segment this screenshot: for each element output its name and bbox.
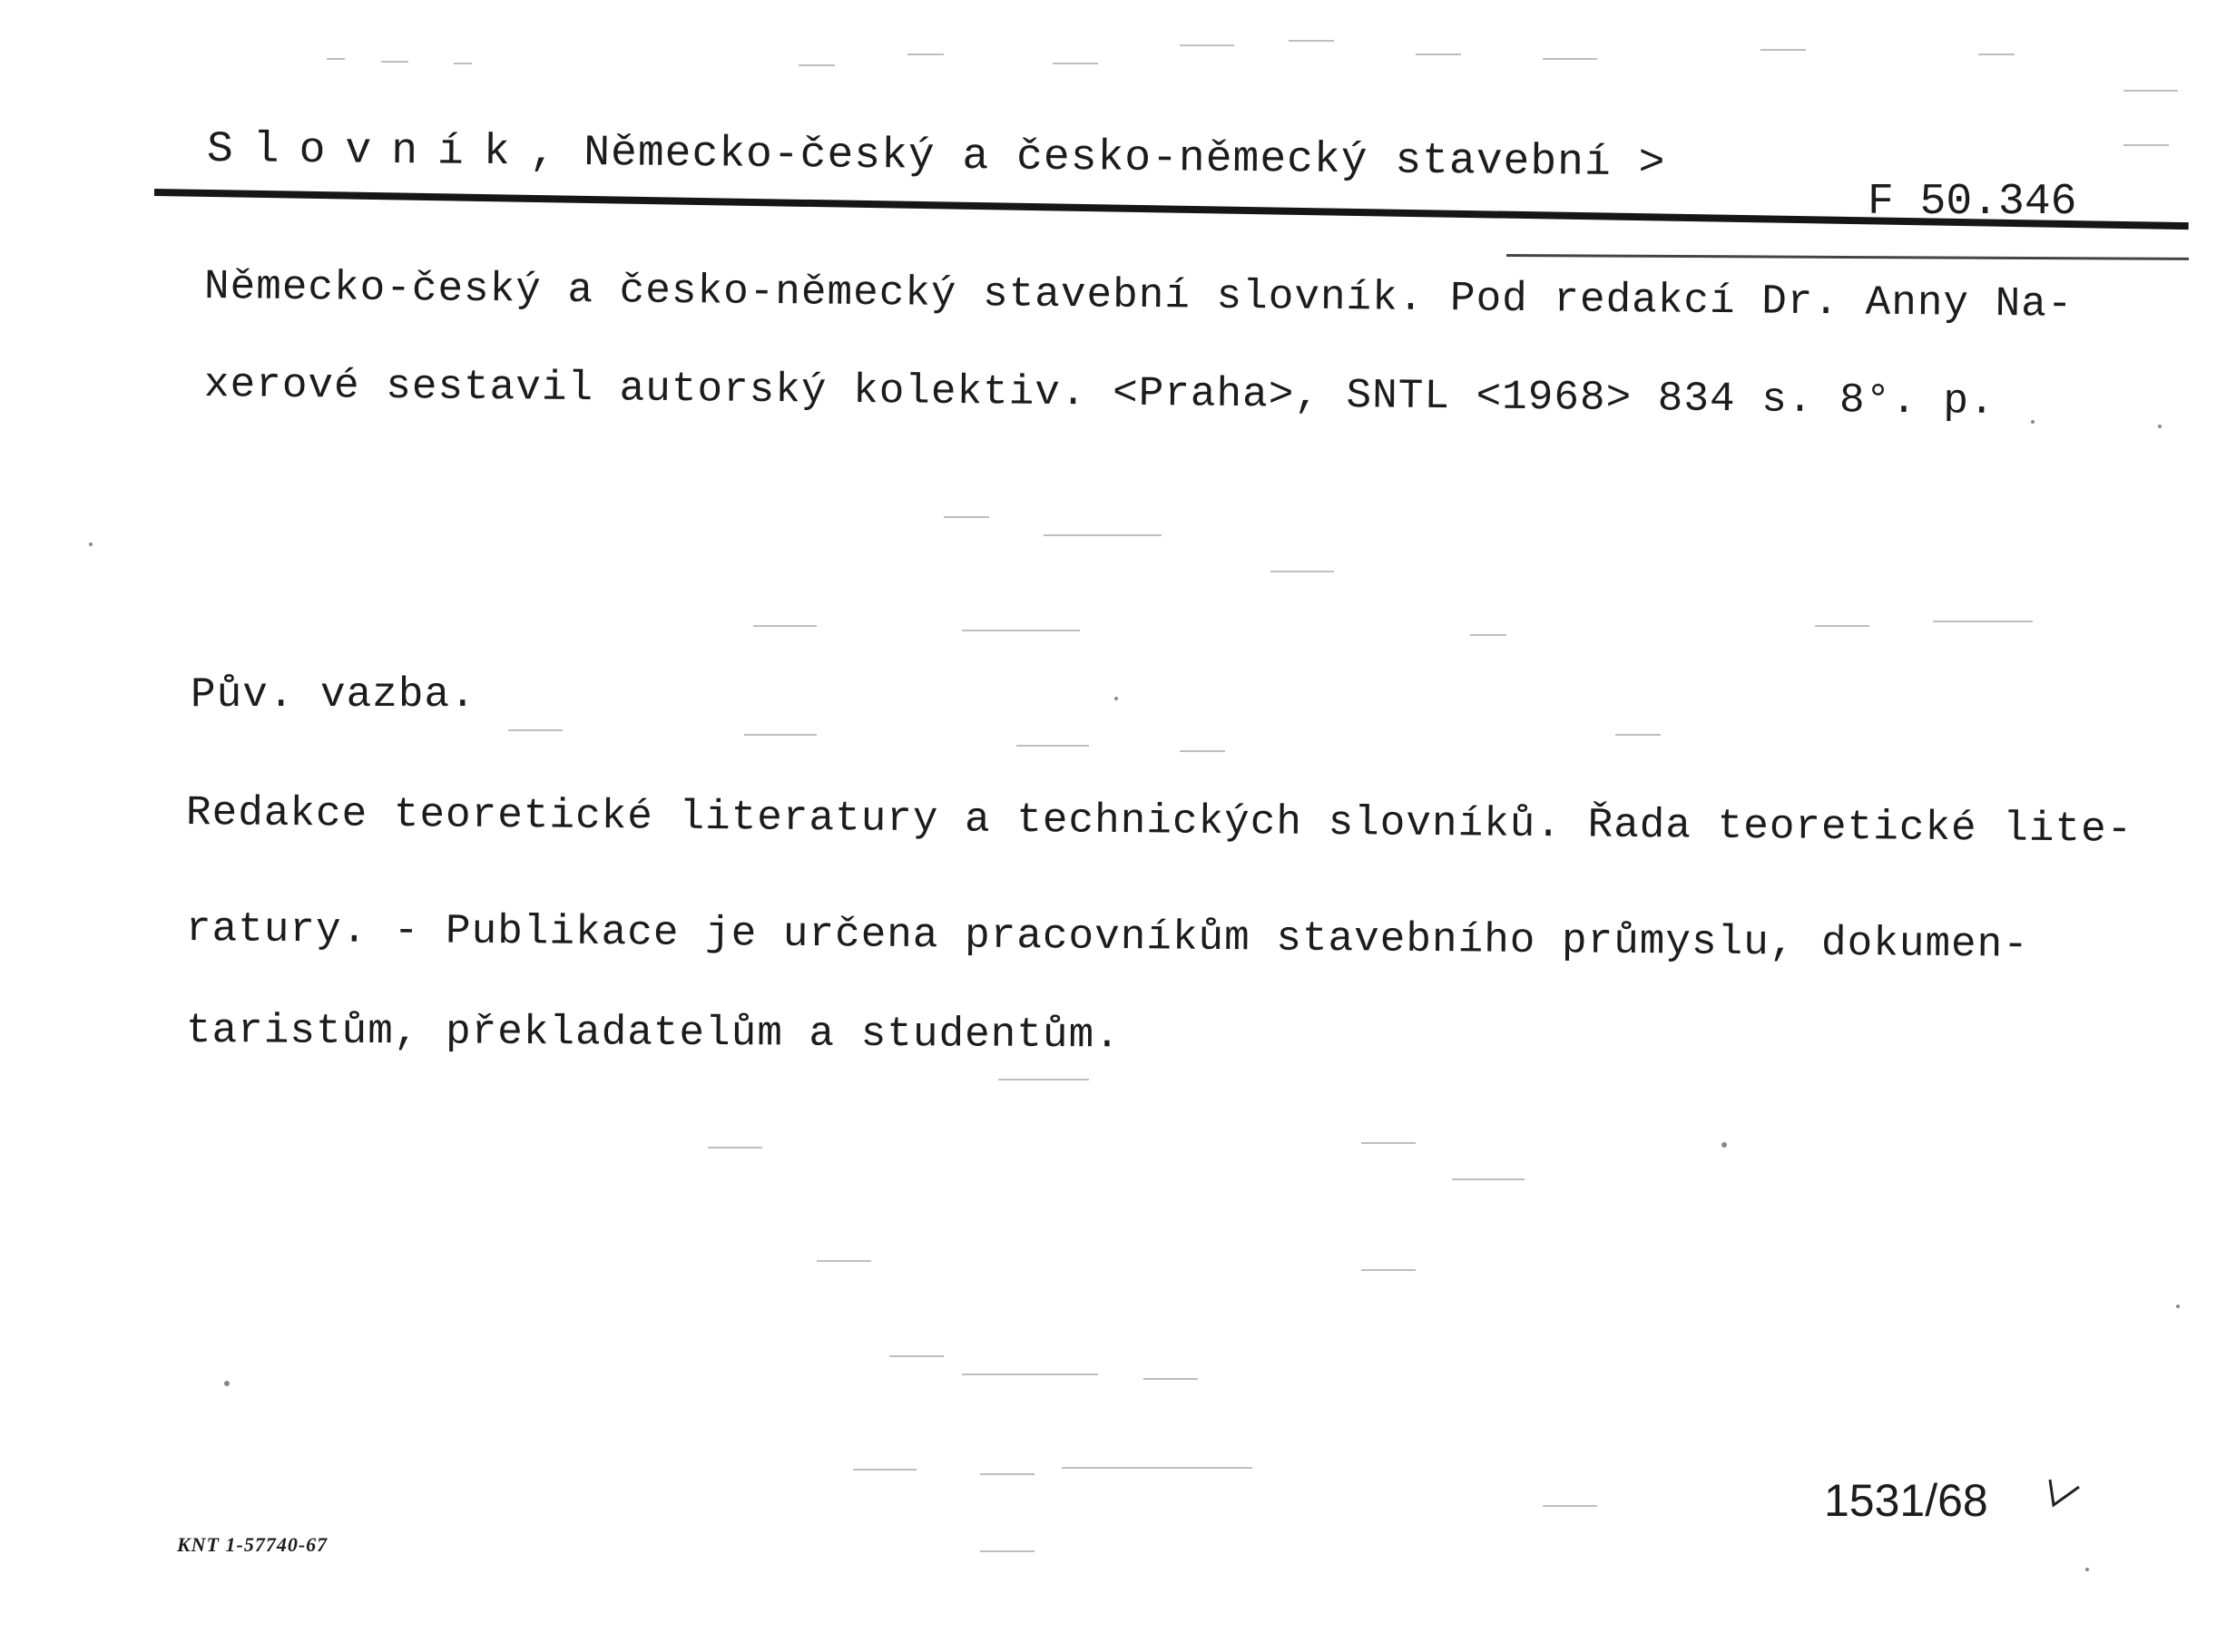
binding-note: Pův. vazba. — [191, 671, 476, 718]
heading-rest: , Německo-český a česko-německý stavební > — [529, 128, 1666, 189]
checkmark-icon — [2046, 1474, 2083, 1510]
description-line-2: xerové sestavil autorský kolektiv. <Praha>, SNTL <1968> 834 s. 8°. p. — [203, 361, 1996, 425]
heading-entry: Slovník — [206, 125, 530, 178]
annotation-line-2: ratury. - Publikace je určena pracovníkům stavebního průmyslu, dokumen- — [185, 905, 2030, 969]
card-heading — [207, 125, 1666, 188]
accession-number: 1531/68 — [1824, 1475, 1988, 1526]
annotation-line-3: taristům, překladatelům a studentům. — [185, 1007, 1121, 1060]
annotation-line-1: Redakce teoretické literatury a technických slovníků. Řada teoretické lite- — [185, 789, 2133, 854]
description-line-1: Německo-český a česko-německý stavební slovník. Pod redakcí Dr. Anny Na- — [203, 263, 2074, 328]
call-number: F 50.346 — [1868, 178, 2077, 227]
secondary-rule — [1506, 254, 2189, 260]
print-code: KNT 1-57740-67 — [177, 1533, 329, 1556]
